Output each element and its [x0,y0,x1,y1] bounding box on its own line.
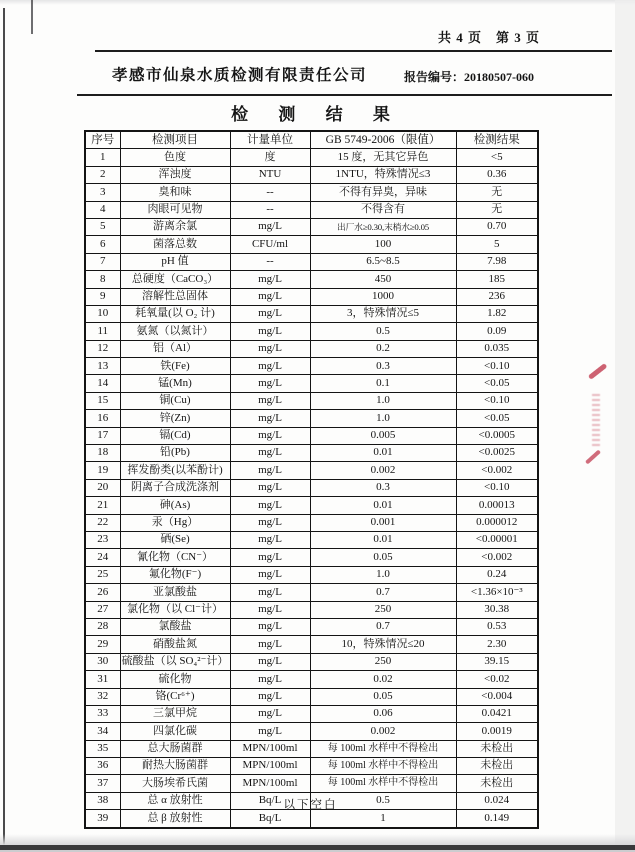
unit: mg/L [230,549,310,566]
row-no: 17 [85,427,120,444]
item-name: 铅(Pb) [120,445,230,462]
item-name: 锰(Mn) [120,375,230,392]
row-no: 1 [85,149,120,166]
row-no: 3 [85,184,120,201]
limit: 0.005 [310,427,456,444]
unit: mg/L [230,445,310,462]
item-name: 游离余氯 [120,218,230,235]
item-name: 挥发酚类(以苯酚计) [120,462,230,479]
table-row [85,705,538,722]
result: <0.10 [456,392,538,409]
company-name: 孝感市仙泉水质检测有限责任公司 [112,67,368,84]
item-name: 氯化物（以 Cl⁻计） [120,601,230,618]
limit: 不得有异臭，异味 [310,184,456,201]
result: <0.002 [456,549,538,566]
limit: 0.5 [310,323,456,340]
header-divider-top [95,50,612,52]
row-no: 19 [85,462,120,479]
table-row [85,445,538,462]
item-name: 总 α 放射性 [120,792,230,809]
row-no: 16 [85,410,120,427]
limit: 0.05 [310,688,456,705]
result: 185 [456,271,538,288]
limit: 0.01 [310,445,456,462]
table-row [85,392,538,409]
result: 未检出 [456,758,538,775]
unit: mg/L [230,427,310,444]
table-row [85,340,538,357]
row-no: 6 [85,236,120,253]
table-row [85,479,538,496]
table-row [85,410,538,427]
result: 无 [456,184,538,201]
unit: mg/L [230,305,310,322]
limit: 100 [310,236,456,253]
item-name: 总大肠菌群 [120,740,230,757]
limit: 出厂水≥0.30,末梢水≥0.05 [310,218,456,235]
item-name: 臭和味 [120,184,230,201]
table-row [85,601,538,618]
red-stamp-stroke [585,449,601,464]
item-name: 色度 [120,149,230,166]
result: <0.0005 [456,427,538,444]
limit: 250 [310,601,456,618]
table-header-row [85,131,538,149]
limit: 0.06 [310,705,456,722]
row-no: 12 [85,340,120,357]
row-no: 31 [85,671,120,688]
table-row [85,723,538,740]
item-name: 三氯甲烷 [120,705,230,722]
limit: 1.0 [310,410,456,427]
item-name: 铜(Cu) [120,392,230,409]
limit: 15 度，无其它异色 [310,149,456,166]
item-name: 氨氮（以氮计） [120,323,230,340]
item-name: 铬(Cr⁶⁺) [120,688,230,705]
item-name: 硝酸盐氮 [120,636,230,653]
scan-edge-left-line [3,8,5,846]
table-row [85,671,538,688]
limit: 450 [310,271,456,288]
row-no: 34 [85,723,120,740]
result: <0.004 [456,688,538,705]
item-name: 阴离子合成洗涤剂 [120,479,230,496]
unit: mg/L [230,479,310,496]
result: <0.10 [456,358,538,375]
report-number-value: 20180507-060 [464,70,535,84]
column-header-unit: 计量单位 [230,131,310,149]
scan-edge-corner-mark [31,0,33,34]
row-no: 32 [85,688,120,705]
page-number: 共 4 页 第 3 页 [438,30,541,45]
result: 0.0421 [456,705,538,722]
item-name: 亚氯酸盐 [120,584,230,601]
result: <1.36×10⁻³ [456,584,538,601]
unit: mg/L [230,723,310,740]
document-title: 检 测 结 果 [231,105,403,124]
scan-edge-top [0,0,635,5]
limit: 0.001 [310,514,456,531]
row-no: 33 [85,705,120,722]
unit: -- [230,201,310,218]
limit: 1.0 [310,566,456,583]
result: <0.0025 [456,445,538,462]
row-no: 30 [85,653,120,670]
result: <0.05 [456,375,538,392]
table-row [85,236,538,253]
limit: 0.1 [310,375,456,392]
result: 0.024 [456,792,538,809]
table-row [85,149,538,166]
red-stamp-scribble [592,394,600,446]
item-name: 耐热大肠菌群 [120,758,230,775]
result: 0.70 [456,218,538,235]
row-no: 28 [85,618,120,635]
result: 7.98 [456,253,538,270]
scan-edge-bottom-shade [0,834,635,845]
row-no: 23 [85,531,120,548]
unit: mg/L [230,618,310,635]
item-name: 铁(Fe) [120,358,230,375]
row-no: 39 [85,810,120,828]
table-row [85,566,538,583]
item-name: 硒(Se) [120,531,230,548]
row-no: 2 [85,166,120,183]
result: 无 [456,201,538,218]
result: 2.30 [456,636,538,653]
limit: 0.3 [310,358,456,375]
unit: mg/L [230,653,310,670]
result: 0.149 [456,810,538,828]
unit: Bq/L [230,810,310,828]
red-stamp-stroke [588,363,607,379]
unit: -- [230,184,310,201]
row-no: 36 [85,758,120,775]
row-no: 25 [85,566,120,583]
row-no: 26 [85,584,120,601]
limit: 0.02 [310,671,456,688]
item-name: 锌(Zn) [120,410,230,427]
limit: 0.05 [310,549,456,566]
result: <5 [456,149,538,166]
result: 0.36 [456,166,538,183]
row-no: 38 [85,792,120,809]
table-row [85,531,538,548]
row-no: 15 [85,392,120,409]
table-row [85,584,538,601]
column-header-limit: GB 5749-2006（限值） [310,131,456,149]
row-no: 20 [85,479,120,496]
result: <0.02 [456,671,538,688]
item-name: 总硬度（CaCO₃） [120,271,230,288]
row-no: 22 [85,514,120,531]
unit: MPN/100ml [230,758,310,775]
unit: mg/L [230,375,310,392]
report-number [404,68,534,85]
table-row [85,653,538,670]
item-name: 浑浊度 [120,166,230,183]
scan-edge-right-strip [615,0,635,845]
row-no: 10 [85,305,120,322]
unit: mg/L [230,566,310,583]
result: 未检出 [456,775,538,792]
unit: mg/L [230,410,310,427]
row-no: 13 [85,358,120,375]
table-row [85,253,538,270]
result: 0.24 [456,566,538,583]
item-name: 汞（Hg） [120,514,230,531]
limit: 3，特殊情况≤5 [310,305,456,322]
row-no: 29 [85,636,120,653]
row-no: 24 [85,549,120,566]
table-row [85,323,538,340]
limit: 0.3 [310,479,456,496]
limit: 0.2 [310,340,456,357]
result: 0.09 [456,323,538,340]
item-name: 总 β 放射性 [120,810,230,828]
limit: 每 100ml 水样中不得检出 [310,758,456,775]
unit: mg/L [230,705,310,722]
table-row [85,271,538,288]
result: 0.035 [456,340,538,357]
unit: Bq/L [230,792,310,809]
table-row [85,305,538,322]
unit: CFU/ml [230,236,310,253]
item-name: 耗氧量(以 O₂ 计) [120,305,230,322]
limit: 10，特殊情况≤20 [310,636,456,653]
result: 0.000012 [456,514,538,531]
limit: 1.0 [310,392,456,409]
result: 0.00013 [456,497,538,514]
table-row [85,358,538,375]
row-no: 27 [85,601,120,618]
limit: 每 100ml 水样中不得检出 [310,775,456,792]
table-row [85,514,538,531]
header-divider-bottom [77,94,612,96]
limit: 0.01 [310,497,456,514]
item-name: 肉眼可见物 [120,201,230,218]
table-row [85,218,538,235]
limit: 6.5~8.5 [310,253,456,270]
row-no: 4 [85,201,120,218]
row-no: 5 [85,218,120,235]
item-name: pH 值 [120,253,230,270]
item-name: 溶解性总固体 [120,288,230,305]
limit: 1 [310,810,456,828]
unit: mg/L [230,358,310,375]
limit: 不得含有 [310,201,456,218]
row-no: 21 [85,497,120,514]
unit: mg/L [230,392,310,409]
row-no: 18 [85,445,120,462]
item-name: 砷(As) [120,497,230,514]
result: 30.38 [456,601,538,618]
unit: mg/L [230,462,310,479]
column-header-result: 检测结果 [456,131,538,149]
results-table [84,130,539,829]
row-no: 35 [85,740,120,757]
report-number-label: 报告编号： [404,70,465,84]
limit: 0.002 [310,462,456,479]
result: 5 [456,236,538,253]
unit: mg/L [230,671,310,688]
limit: 每 100ml 水样中不得检出 [310,740,456,757]
unit: 度 [230,149,310,166]
table-row [85,201,538,218]
item-name: 氰化物（CN⁻） [120,549,230,566]
item-name: 氯酸盐 [120,618,230,635]
result: 1.82 [456,305,538,322]
column-header-item-name: 检测项目 [120,131,230,149]
unit: MPN/100ml [230,775,310,792]
table-row [85,775,538,792]
item-name: 大肠埃希氏菌 [120,775,230,792]
unit: mg/L [230,323,310,340]
row-no: 8 [85,271,120,288]
unit: mg/L [230,271,310,288]
footer-note: 以下空白 [283,799,338,811]
table-row [85,758,538,775]
unit: mg/L [230,531,310,548]
item-name: 镉(Cd) [120,427,230,444]
result: 未检出 [456,740,538,757]
unit: MPN/100ml [230,740,310,757]
limit: 1000 [310,288,456,305]
item-name: 氟化物(F⁻) [120,566,230,583]
item-name: 铝（Al） [120,340,230,357]
table-row [85,618,538,635]
limit: 250 [310,653,456,670]
row-no: 14 [85,375,120,392]
row-no: 11 [85,323,120,340]
unit: mg/L [230,514,310,531]
column-header-row-no: 序号 [85,131,120,149]
unit: mg/L [230,340,310,357]
table-row [85,288,538,305]
result: <0.00001 [456,531,538,548]
result: 0.53 [456,618,538,635]
unit: NTU [230,166,310,183]
unit: mg/L [230,688,310,705]
item-name: 四氯化碳 [120,723,230,740]
unit: mg/L [230,584,310,601]
result: <0.10 [456,479,538,496]
item-name: 菌落总数 [120,236,230,253]
table-row [85,810,538,828]
unit: mg/L [230,497,310,514]
item-name: 硫化物 [120,671,230,688]
result: <0.05 [456,410,538,427]
item-name: 硫酸盐（以 SO₄²⁻计） [120,653,230,670]
table-row [85,688,538,705]
limit: 0.7 [310,618,456,635]
result: 0.0019 [456,723,538,740]
limit: 0.01 [310,531,456,548]
table-row [85,166,538,183]
result: <0.002 [456,462,538,479]
table-row [85,375,538,392]
scan-edge-bottom-line [0,845,635,850]
unit: mg/L [230,288,310,305]
unit: mg/L [230,636,310,653]
table-row [85,549,538,566]
table-row [85,427,538,444]
table-row [85,740,538,757]
row-no: 37 [85,775,120,792]
result: 39.15 [456,653,538,670]
limit: 0.7 [310,584,456,601]
table-row [85,184,538,201]
row-no: 7 [85,253,120,270]
table-row [85,636,538,653]
limit: 0.002 [310,723,456,740]
limit: 0.5 [310,792,456,809]
limit: 1NTU，特殊情况≤3 [310,166,456,183]
unit: mg/L [230,218,310,235]
unit: mg/L [230,601,310,618]
table-row [85,462,538,479]
table-row [85,497,538,514]
result: 236 [456,288,538,305]
row-no: 9 [85,288,120,305]
unit: -- [230,253,310,270]
